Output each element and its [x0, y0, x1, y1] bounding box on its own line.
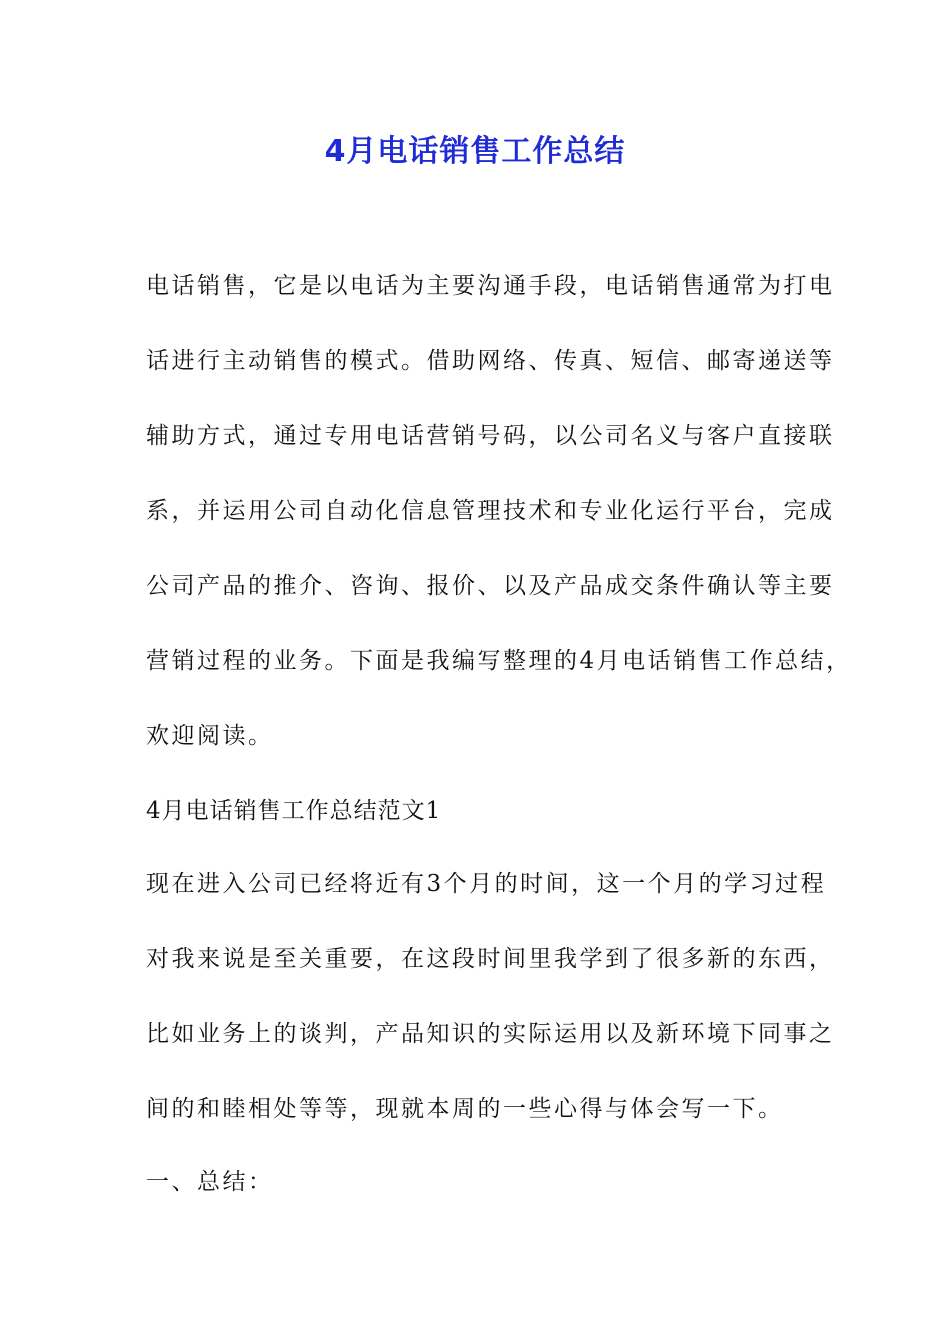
paragraph-line: 对我来说是至关重要，在这段时间里我学到了很多新的东西，	[146, 946, 835, 972]
paragraph-line: 辅助方式，通过专用电话营销号码，以公司名义与客户直接联	[146, 423, 835, 449]
paragraph-line: 话进行主动销售的模式。借助网络、传真、短信、邮寄递送等	[146, 348, 835, 374]
paragraph-line: 现在进入公司已经将近有3个月的时间，这一个月的学习过程	[146, 871, 827, 897]
paragraph-line: 公司产品的推介、咨询、报价、以及产品成交条件确认等主要	[146, 573, 835, 599]
document-title: 4月电话销售工作总结	[324, 134, 626, 169]
paragraph-line: 系，并运用公司自动化信息管理技术和专业化运行平台，完成	[146, 498, 835, 524]
subsection-heading: 一、总结：	[146, 1169, 274, 1195]
paragraph-line: 间的和睦相处等等，现就本周的一些心得与体会写一下。	[146, 1096, 784, 1122]
paragraph-line: 营销过程的业务。下面是我编写整理的4月电话销售工作总结，	[146, 648, 852, 674]
paragraph-line: 比如业务上的谈判，产品知识的实际运用以及新环境下同事之	[146, 1021, 835, 1047]
paragraph-line: 欢迎阅读。	[146, 723, 274, 749]
section-heading: 4月电话销售工作总结范文1	[146, 798, 442, 824]
paragraph-line: 电话销售，它是以电话为主要沟通手段，电话销售通常为打电	[146, 273, 835, 299]
